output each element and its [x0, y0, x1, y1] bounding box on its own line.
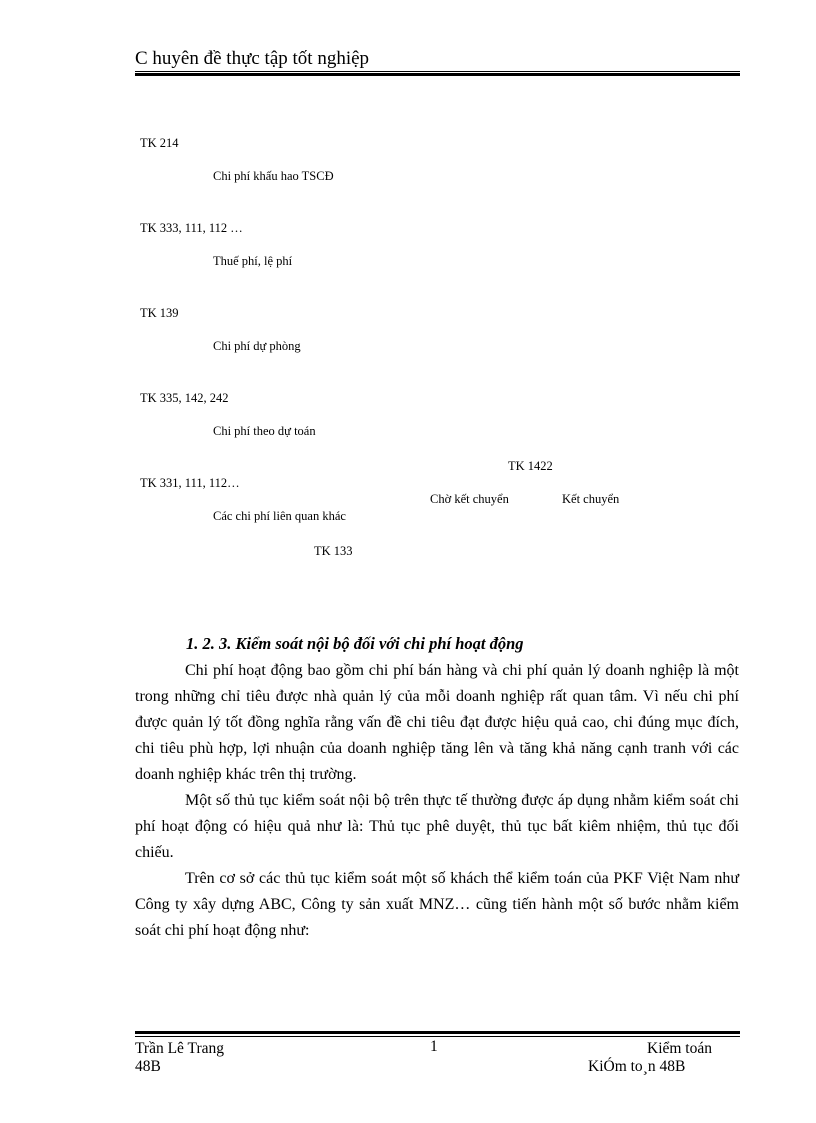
account-tk133: TK 133	[314, 544, 353, 558]
page-header-title: C huyên đề thực tập tốt nghiệp	[135, 48, 370, 69]
footer-department-garbled: KiÓm to¸n 48B	[588, 1058, 686, 1075]
label-estimate: Chi phí theo dự toán	[213, 424, 316, 438]
account-tk1422: TK 1422	[508, 459, 553, 473]
paragraph-3: Trên cơ sở các thủ tục kiểm soát một số khách thể kiểm toán của PKF Việt Nam như Công ty xây dựng ABC, Công ty sản xuất MNZ… cũng tiến hành một số bước nhằm kiểm soát chi phí hoạt động như:	[135, 870, 739, 939]
section-heading: 1. 2. 3. Kiểm soát nội bộ đối với chi phí hoạt động	[186, 634, 524, 653]
footer-rule-thin	[135, 1036, 740, 1037]
paragraph-2: Một số thủ tục kiểm soát nội bộ trên thực tế thường được áp dụng nhằm kiểm soát chi phí hoạt động có hiệu quả như là: Thủ tục phê duyệt, thủ tục bất kiêm nhiệm, thủ tục đối chiếu.	[135, 792, 739, 861]
header-rule-thin	[135, 71, 740, 72]
page-number: 1	[430, 1038, 438, 1055]
footer-rule-thick	[135, 1031, 740, 1034]
footer-department: Kiểm toán	[647, 1040, 712, 1057]
header-rule-thick	[135, 73, 740, 76]
paragraph-1: Chi phí hoạt động bao gồm chi phí bán hàng và chi phí quản lý doanh nghiệp là một trong những chỉ tiêu được nhà quản lý của mỗi doanh nghiệp rất quan tâm. Vì nếu chi phí được quản lý tốt đồng nghĩa rằng vấn đề chi tiêu đạt được hiệu quả cao, chi đúng mục đích, chi tiêu phù hợp, lợi nhuận của doanh nghiệp tăng lên và tăng khả năng cạnh tranh với các doanh nghiệp khác trên thị trường.	[135, 662, 739, 783]
account-tk331: TK 331, 111, 112…	[140, 476, 240, 490]
label-pending-transfer: Chờ kết chuyển	[430, 492, 509, 506]
account-tk139: TK 139	[140, 306, 179, 320]
label-taxes: Thuế phí, lệ phí	[213, 254, 293, 268]
label-other-costs: Các chi phí liên quan khác	[213, 509, 346, 523]
account-tk214: TK 214	[140, 136, 179, 150]
section-body	[135, 658, 739, 944]
label-transfer: Kết chuyển	[562, 492, 620, 506]
footer-class: 48B	[135, 1058, 161, 1075]
label-provision: Chi phí dự phòng	[213, 339, 301, 353]
account-tk335: TK 335, 142, 242	[140, 391, 229, 405]
account-tk333: TK 333, 111, 112 …	[140, 221, 243, 235]
footer-author: Trần Lê Trang	[135, 1040, 224, 1057]
label-depreciation: Chi phí khấu hao TSCĐ	[213, 169, 334, 183]
